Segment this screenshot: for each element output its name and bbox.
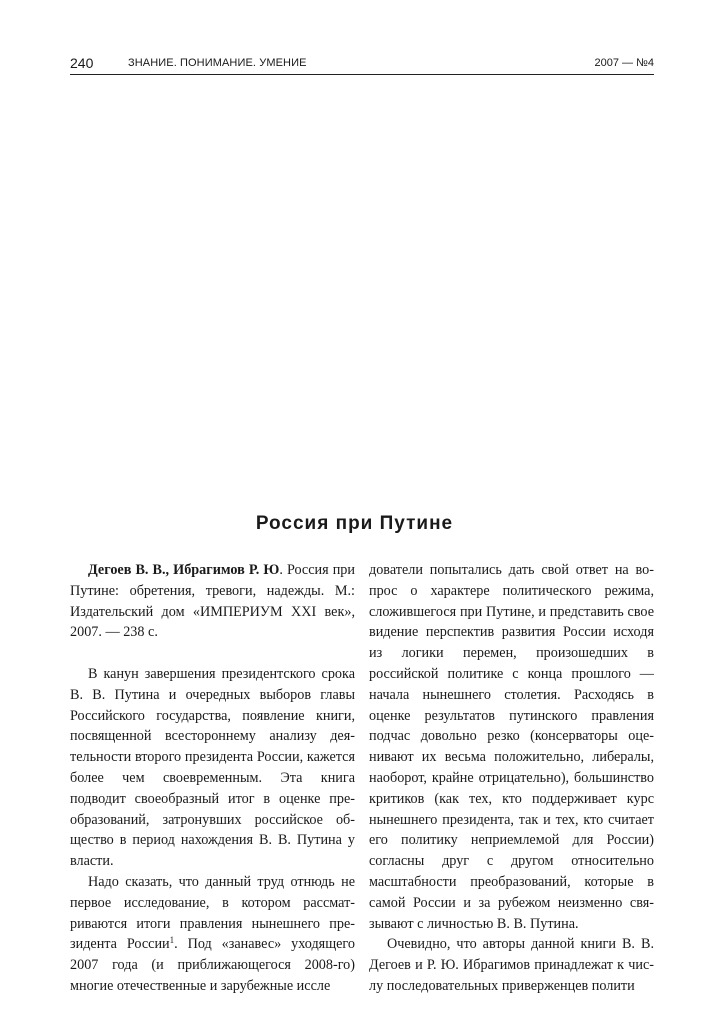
text-column-left — [70, 560, 355, 997]
reference-authors: Дегоев В. В., Ибрагимов Р. Ю — [88, 562, 280, 578]
footnote-marker: 1 — [169, 935, 175, 946]
page-number: 240 — [70, 55, 94, 71]
reference-details: . Россия при Путине: обретения, тревоги, надежды. М.: Издательский дом «ИМПЕРИУМ XXI век», 2007. — 238 с. — [70, 562, 355, 641]
journal-title: ЗНАНИЕ. ПОНИМАНИЕ. УМЕНИЕ — [128, 57, 307, 69]
running-header — [70, 55, 654, 75]
header-rule — [70, 74, 654, 75]
paragraph-2-part-1: Надо сказать, что данный труд отнюдь не первое исследование, в котором рассматриваются итоги правления нынешнего президента России — [70, 873, 355, 953]
article-title: Россия при Путине — [255, 513, 454, 534]
bibliographic-reference — [70, 560, 355, 643]
text-column-right — [369, 560, 654, 997]
paragraph-2-part-2: . Под «занавес» уходящего 2007 года (и приближающегося 2008-го) многие отечественные и зарубежные иссле — [70, 936, 355, 994]
issue-number: 2007 — №4 — [594, 57, 654, 69]
paragraph-3: Очевидно, что авторы данной книги В. В. Дегоев и Р. Ю. Ибрагимов принадлежат к числу последовательных приверженцев полити — [369, 936, 654, 994]
paragraph-2 — [70, 872, 355, 997]
paragraph-1: В канун завершения президентского срока В. В. Путина и очередных выборов главы Российского государства, появление книги, посвященной всестороннему анализу деятельности второго президента России, кажется более чем своевременным. Эта книга подводит своеобразный итог в оценке преобразований, затронувших российское общество в период нахождения В. В. Путина у власти. — [70, 665, 355, 870]
paragraph-2-continued: дователи попытались дать свой ответ на вопрос о характере политического режима, сложившегося при Путине, и представить свое видение перспектив развития России исходя из логики перемен, произошедших в российской политике с конца прошлого — начала нынешнего столетия. Расходясь в оценке результатов путинского правления подчас довольно резко (консерваторы оценивают их весьма положительно, либералы, наоборот, крайне отрицательно), большинство критиков (как тех, кто поддерживает курс нынешнего президента, так и тех, кто считает его политику неприемлемой для России) согласны друг с другом относительно масштабности преобразований, которые в самой России и за рубежом неизменно связывают с личностью В. В. Путина. — [369, 562, 654, 932]
